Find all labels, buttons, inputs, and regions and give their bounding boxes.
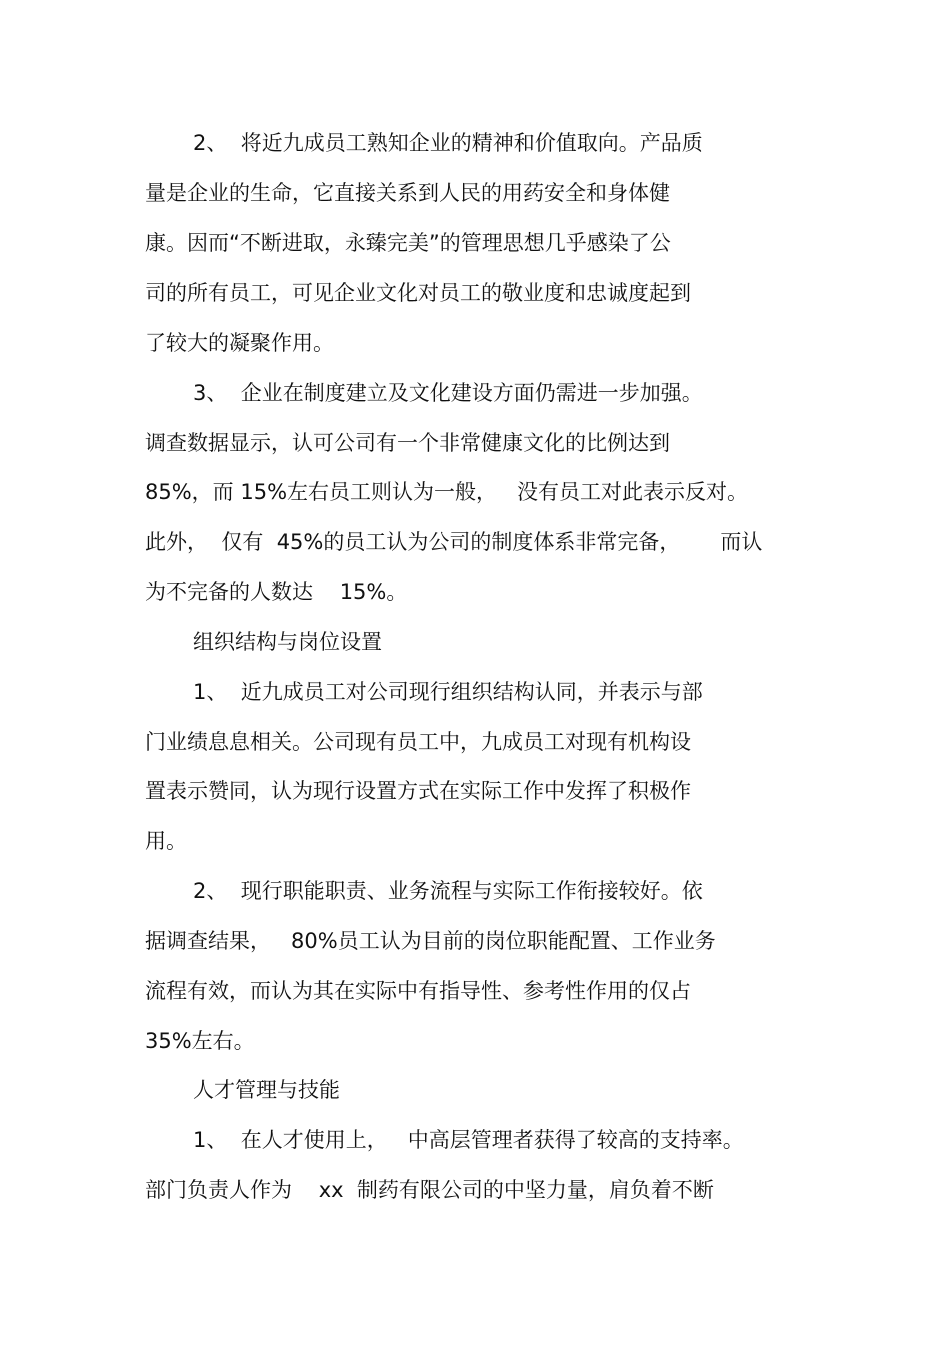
text-line: 为不完备的人数达 15%。 bbox=[145, 580, 408, 604]
text-line: 调查数据显示，认可公司有一个非常健康文化的比例达到 bbox=[145, 431, 670, 455]
text-line: 据调查结果， 80%员工认为目前的岗位职能配置、工作业务 bbox=[145, 929, 716, 953]
text-line: 了较大的凝聚作用。 bbox=[145, 331, 334, 355]
text-line: 3、 企业在制度建立及文化建设方面仍需进一步加强。 bbox=[193, 381, 703, 405]
text-line: 2、 将近九成员工熟知企业的精神和价值取向。产品质 bbox=[193, 131, 703, 155]
text-line: 流程有效，而认为其在实际中有指导性、参考性作用的仅占 bbox=[145, 979, 691, 1003]
text-line: 2、 现行职能职责、业务流程与实际工作衔接较好。依 bbox=[193, 879, 703, 903]
section-heading: 人才管理与技能 bbox=[193, 1078, 340, 1102]
text-line: 用。 bbox=[145, 829, 187, 853]
text-line: 康。因而“不断进取，永臻完美”的管理思想几乎感染了公 bbox=[145, 231, 671, 255]
text-line: 量是企业的生命，它直接关系到人民的用药安全和身体健 bbox=[145, 181, 670, 205]
section-heading: 组织结构与岗位设置 bbox=[193, 630, 382, 654]
text-line: 85%，而 15%左右员工则认为一般， 没有员工对此表示反对。 bbox=[145, 480, 749, 504]
text-line: 置表示赞同，认为现行设置方式在实际工作中发挥了积极作 bbox=[145, 779, 691, 803]
text-line: 门业绩息息相关。公司现有员工中，九成员工对现有机构设 bbox=[145, 730, 691, 754]
text-line: 35%左右。 bbox=[145, 1029, 255, 1053]
text-line: 部门负责人作为 xx 制药有限公司的中坚力量，肩负着不断 bbox=[145, 1178, 714, 1202]
text-line: 1、 在人才使用上， 中高层管理者获得了较高的支持率。 bbox=[193, 1128, 744, 1152]
text-line: 此外， 仅有 45%的员工认为公司的制度体系非常完备， 而认 bbox=[145, 530, 763, 554]
text-line: 1、 近九成员工对公司现行组织结构认同，并表示与部 bbox=[193, 680, 703, 704]
text-line: 司的所有员工，可见企业文化对员工的敬业度和忠诚度起到 bbox=[145, 281, 691, 305]
